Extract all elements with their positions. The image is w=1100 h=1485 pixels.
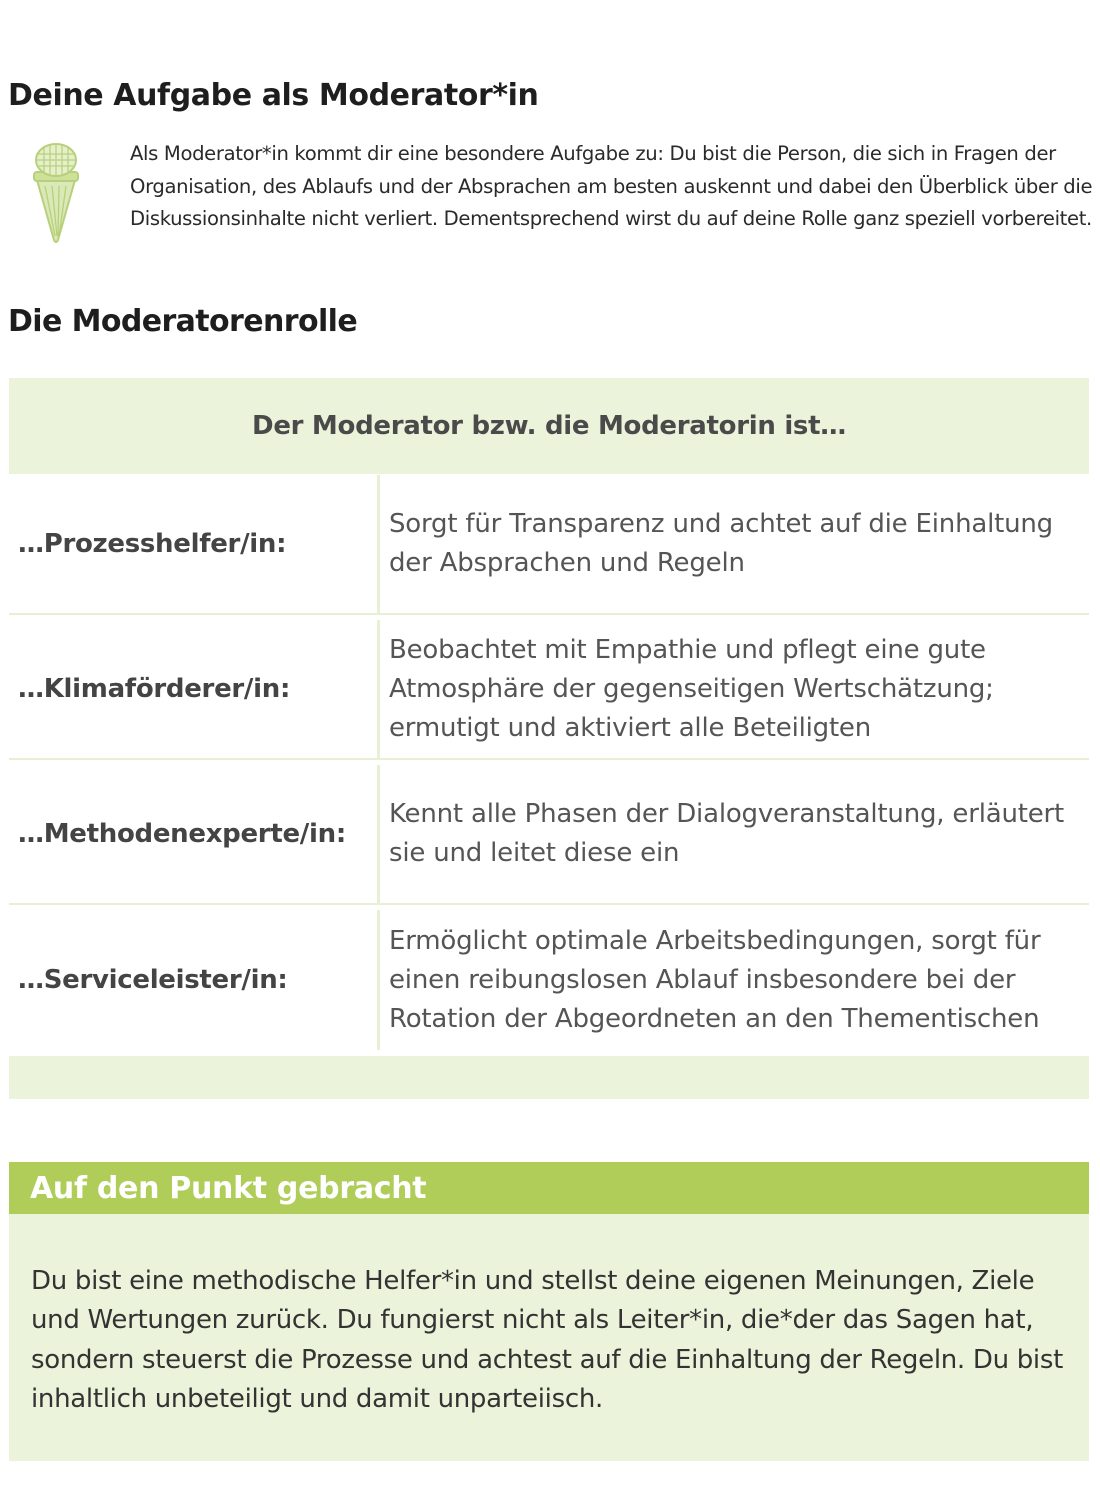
table-row <box>9 620 1089 760</box>
intro-paragraph: Als Moderator*in kommt dir eine besondere Aufgabe zu: Du bist die Person, die sich in Fragen der Organisation, des Ablaufs und der Absprachen am besten auskennt und dabei den Überblick über die Diskussionsinhalte nicht verliert. Dementsprechend wirst du auf deine Rolle ganz speziell vorbereitet. <box>130 142 1093 230</box>
role-description: Sorgt für Transparenz und achtet auf die Einhaltung der Absprachen und Regeln <box>389 509 1053 578</box>
summary-box <box>9 1214 1089 1461</box>
role-description: Beobachtet mit Empathie und pflegt eine gute Atmosphäre der gegenseitigen Wertschätzung; ermutigt und aktiviert alle Beteiligten <box>389 634 994 743</box>
table-row <box>9 475 1089 615</box>
section-title: Die Moderatorenrolle <box>8 304 358 339</box>
role-label: …Methodenexperte/in: <box>18 819 346 849</box>
role-label: …Prozesshelfer/in: <box>18 529 287 559</box>
column-divider <box>377 910 380 1050</box>
table-header: Der Moderator bzw. die Moderatorin ist… <box>9 378 1089 474</box>
role-label: …Serviceleister/in: <box>18 965 288 995</box>
role-label: …Klimaförderer/in: <box>18 674 291 704</box>
table-row <box>9 910 1089 1050</box>
role-description: Kennt alle Phasen der Dialogveranstaltung, erläutert sie und leitet diese ein <box>389 799 1065 868</box>
column-divider <box>377 620 380 758</box>
summary-title: Auf den Punkt gebracht <box>9 1162 1089 1214</box>
microphone-icon <box>28 140 84 246</box>
role-description: Ermöglicht optimale Arbeitsbedingungen, sorgt für einen reibungslosen Ablauf insbesondere bei der Rotation der Abgeordneten an den Thementischen <box>389 925 1041 1034</box>
table-row <box>9 765 1089 905</box>
table-footer <box>9 1056 1089 1099</box>
summary-text: Du bist eine methodische Helfer*in und stellst deine eigenen Meinungen, Ziele und Wertungen zurück. Du fungierst nicht als Leiter*in, die*der das Sagen hat, sondern steuerst die Prozesse und achtest auf die Einhaltung der Regeln. Du bist inhaltlich unbeteiligt und damit unparteiisch. <box>31 1266 1063 1414</box>
column-divider <box>377 765 380 903</box>
page-title: Deine Aufgabe als Moderator*in <box>8 78 539 113</box>
column-divider <box>377 475 380 613</box>
